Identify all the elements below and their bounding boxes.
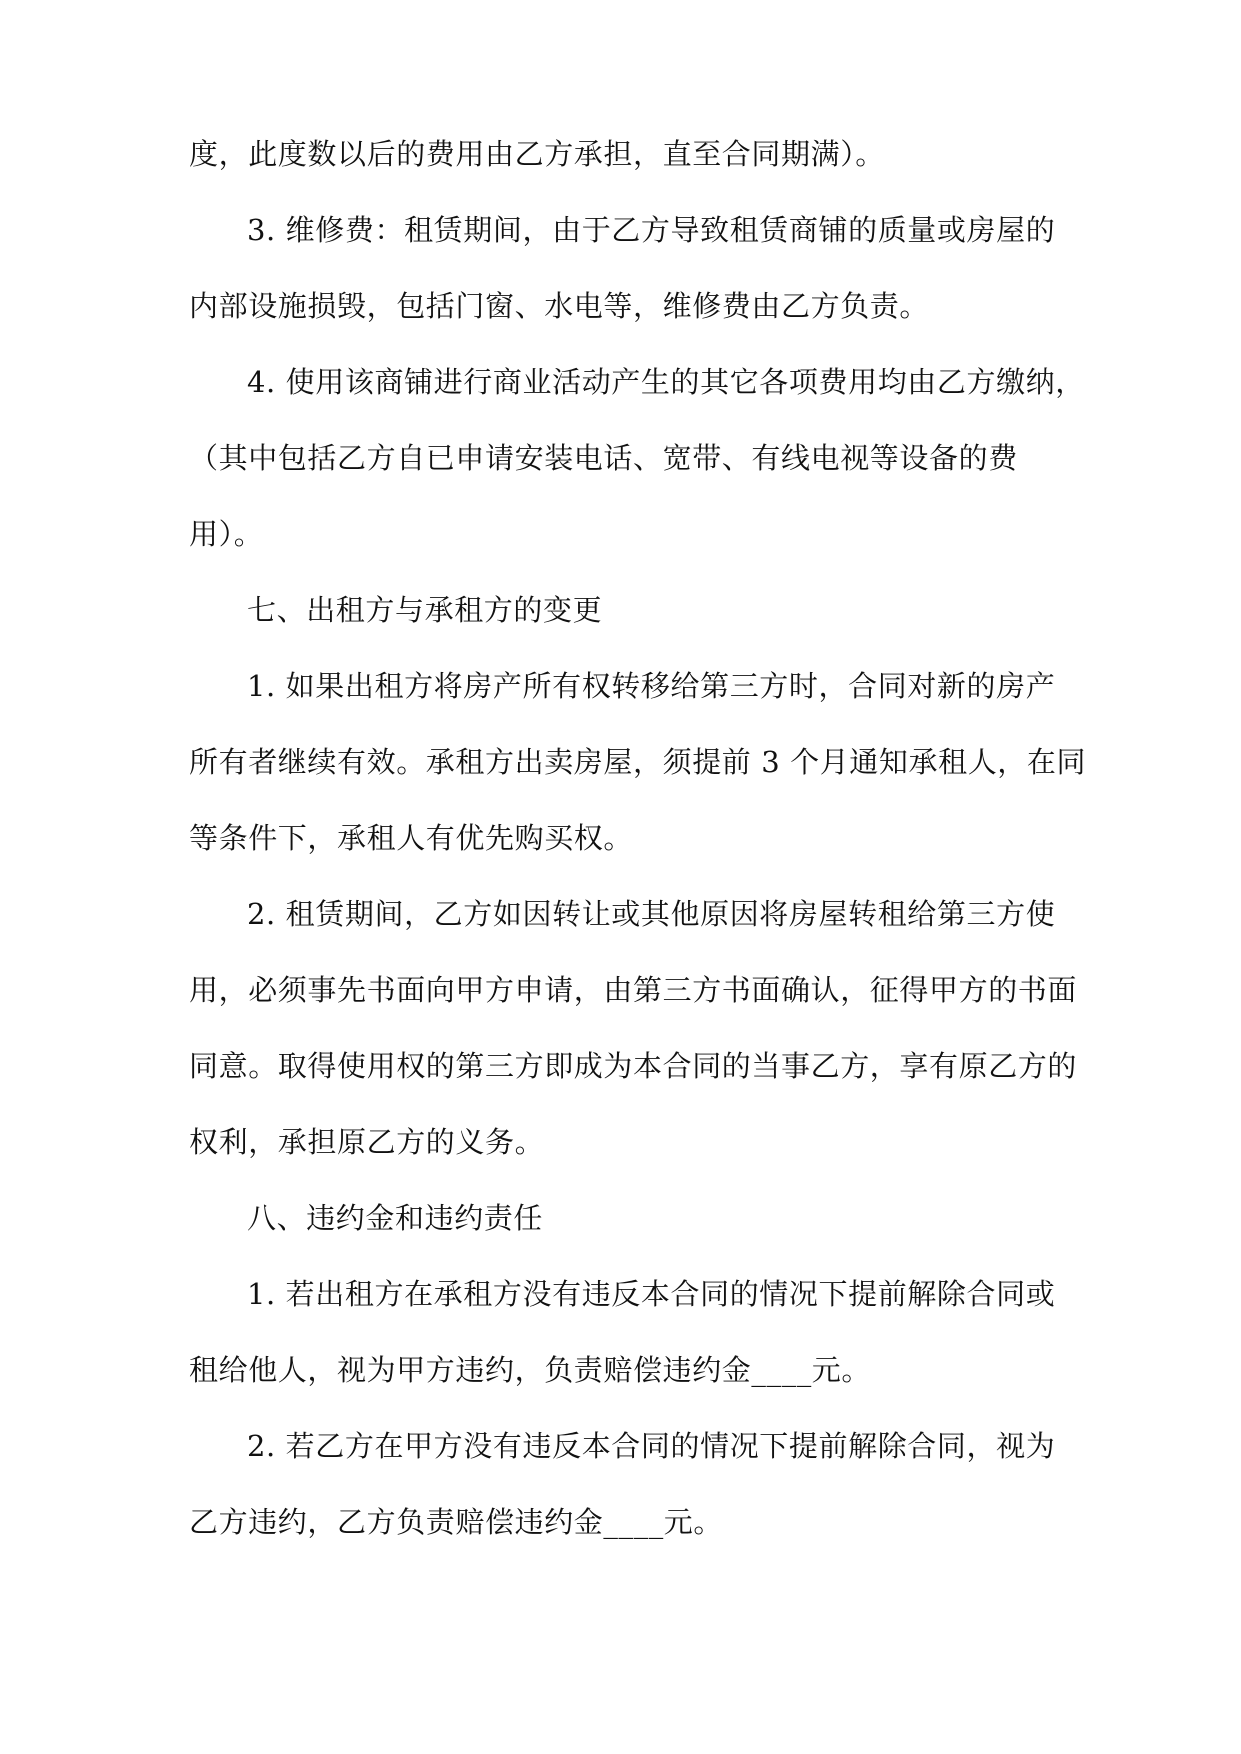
text-line: 租给他人，视为甲方违约，负责赔偿违约金____元。 [189,1353,872,1387]
text-line: 用，必须事先书面向甲方申请，由第三方书面确认，征得甲方的书面 [189,973,1078,1007]
text-line: （其中包括乙方自已申请安装电话、宽带、有线电视等设备的费 [189,441,1018,475]
text-line: 1. 若出租方在承租方没有违反本合同的情况下提前解除合同或 [247,1277,1056,1311]
text-line: 2. 若乙方在甲方没有违反本合同的情况下提前解除合同，视为 [247,1429,1056,1463]
text-line: 乙方违约，乙方负责赔偿违约金____元。 [189,1505,724,1539]
text-line: 度，此度数以后的费用由乙方承担，直至合同期满）。 [189,137,885,171]
text-line: 3. 维修费：租赁期间，由于乙方导致租赁商铺的质量或房屋的 [247,213,1056,247]
text-line: 等条件下，承租人有优先购买权。 [189,821,634,855]
text-line: 2. 租赁期间，乙方如因转让或其他原因将房屋转租给第三方使 [247,897,1056,931]
section-heading: 八、违约金和违约责任 [247,1201,544,1235]
text-line: 权利，承担原乙方的义务。 [189,1125,545,1159]
section-heading: 七、出租方与承租方的变更 [247,593,603,627]
text-line: 用）。 [189,517,264,551]
text-line: 1. 如果出租方将房产所有权转移给第三方时，合同对新的房产 [247,669,1056,703]
text-line: 所有者继续有效。承租方出卖房屋，须提前 3 个月通知承租人，在同 [189,745,1087,779]
text-line: 同意。取得使用权的第三方即成为本合同的当事乙方，享有原乙方的 [189,1049,1078,1083]
text-line: 4. 使用该商铺进行商业活动产生的其它各项费用均由乙方缴纳， [247,365,1085,399]
text-line: 内部设施损毁，包括门窗、水电等，维修费由乙方负责。 [189,289,930,323]
